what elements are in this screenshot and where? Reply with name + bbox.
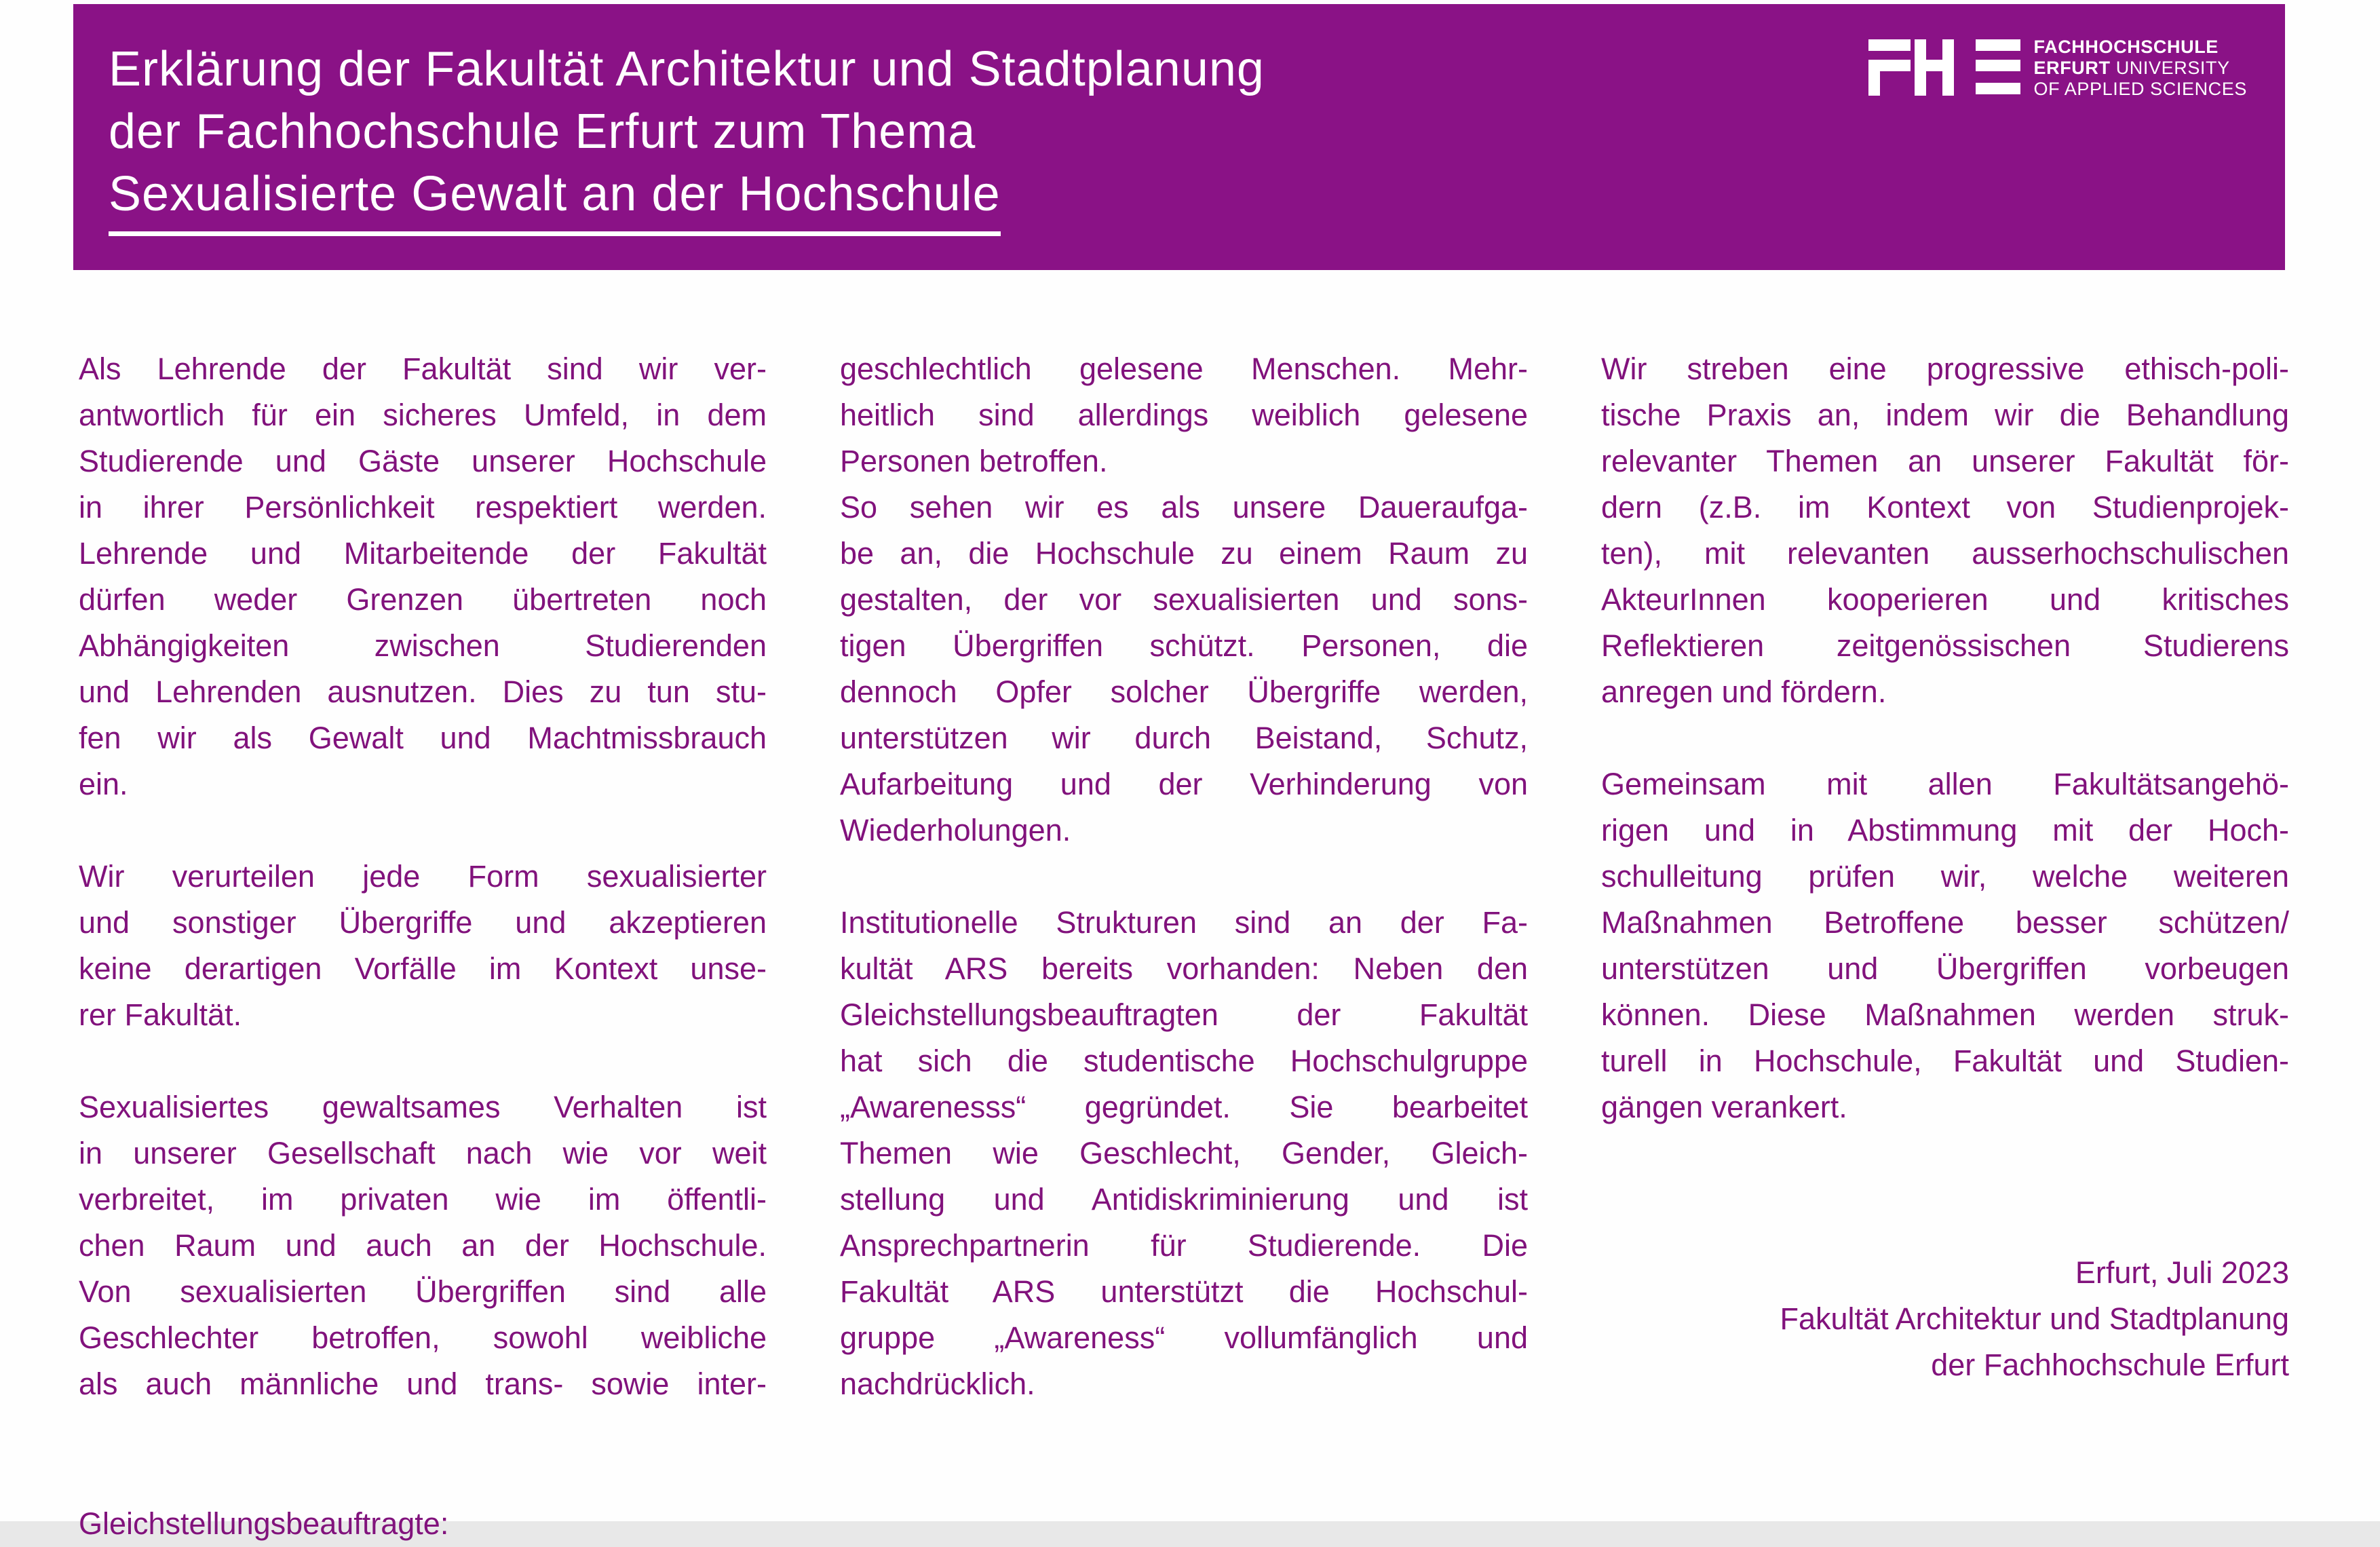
text-line: unterstützen wir durch Beistand, Schutz, <box>840 721 1528 755</box>
text-line: gängen verankert. <box>1601 1090 1847 1124</box>
signature-line: Erfurt, Juli 2023 <box>2075 1255 2289 1290</box>
text-line: heitlich sind allerdings weiblich gelesene <box>840 398 1528 432</box>
text-line: Maßnahmen Betroffene besser schützen/ <box>1601 905 2289 940</box>
text-line: dürfen weder Grenzen übertreten noch <box>79 582 767 617</box>
paragraph-gap <box>1601 715 2289 761</box>
text-line: Wir verurteilen jede Form sexualisierter <box>79 859 767 894</box>
paragraph <box>79 854 767 1038</box>
text-line: und sonstiger Übergriffe und akzeptieren <box>79 905 767 940</box>
text-line: hat sich die studentische Hochschulgruppe <box>840 1044 1528 1078</box>
text-line: Personen betroffen. <box>840 444 1108 478</box>
logo-bar <box>1976 39 2020 51</box>
logo-bar <box>1915 39 1926 96</box>
signature-line: Fakultät Architektur und Stadtplanung <box>1780 1301 2289 1336</box>
signature-line: der Fachhochschule Erfurt <box>1931 1348 2289 1382</box>
logo-text-line-1: FACHHOCHSCHULE <box>2033 37 2219 57</box>
text-line: relevanter Themen an unserer Fakultät för- <box>1601 444 2289 478</box>
logo-text-erfurt: ERFURT <box>2033 58 2111 78</box>
text-line: in ihrer Persönlichkeit respektiert werden. <box>79 490 767 524</box>
paragraph-gap <box>79 807 767 854</box>
text-line: turell in Hochschule, Fakultät und Studien- <box>1601 1044 2289 1078</box>
paragraph <box>840 484 1528 854</box>
text-line: Lehrende und Mitarbeitende der Fakultät <box>79 536 767 571</box>
paragraph <box>1601 346 2289 715</box>
text-line: Sexualisiertes gewaltsames Verhalten ist <box>79 1090 767 1124</box>
text-line: gruppe „Awareness“ vollumfänglich und <box>840 1320 1528 1355</box>
header-banner <box>73 4 2285 270</box>
text-line: tigen Übergriffen schützt. Personen, die <box>840 628 1528 663</box>
text-line: Von sexualisierten Übergriffen sind alle <box>79 1274 767 1309</box>
fhe-logo <box>1868 39 2248 100</box>
text-line: nachdrücklich. <box>840 1367 1035 1401</box>
paragraph-gap <box>79 1038 767 1084</box>
text-line: chen Raum und auch an der Hochschule. <box>79 1228 767 1263</box>
text-line: Themen wie Geschlecht, Gender, Gleich- <box>840 1136 1528 1170</box>
text-line: Wir streben eine progressive ethisch-poli- <box>1601 351 2289 386</box>
text-line: So sehen wir es als unsere Daueraufga- <box>840 490 1528 524</box>
text-line: und Lehrenden ausnutzen. Dies zu tun stu- <box>79 674 767 709</box>
equal-opportunity-officer-label: Gleichstellungsbeauftragte: <box>79 1506 449 1541</box>
text-line: be an, die Hochschule zu einem Raum zu <box>840 536 1528 571</box>
text-line: fen wir als Gewalt und Machtmissbrauch <box>79 721 767 755</box>
logo-bar <box>1926 60 1942 71</box>
text-line: Abhängigkeiten zwischen Studierenden <box>79 628 767 663</box>
text-line: antwortlich für ein sicheres Umfeld, in dem <box>79 398 767 432</box>
logo-bar <box>1868 39 1911 51</box>
text-line: unterstützen und Übergriffen vorbeugen <box>1601 951 2289 986</box>
fhe-logo-wordmark <box>2034 37 2248 100</box>
paragraph <box>79 1084 767 1407</box>
text-line: tische Praxis an, indem wir die Behandlung <box>1601 398 2289 432</box>
logo-text-university: UNIVERSITY <box>2115 58 2230 78</box>
title-line-1: Erklärung der Fakultät Architektur und Stadtplanung <box>109 42 1265 96</box>
text-line: als auch männliche und trans- sowie inter- <box>79 1367 767 1401</box>
text-line: rigen und in Abstimmung mit der Hoch- <box>1601 813 2289 847</box>
text-line: kultät ARS bereits vorhanden: Neben den <box>840 951 1528 986</box>
text-line: Als Lehrende der Fakultät sind wir ver- <box>79 351 767 386</box>
logo-bar <box>1868 60 1880 96</box>
paragraph <box>79 346 767 807</box>
paragraph <box>840 900 1528 1407</box>
text-line: keine derartigen Vorfälle im Kontext unse- <box>79 951 767 986</box>
logo-text-line-3: OF APPLIED SCIENCES <box>2033 79 2247 99</box>
text-line: Studierende und Gäste unserer Hochschule <box>79 444 767 478</box>
text-line: verbreitet, im privaten wie im öffentli- <box>79 1182 767 1217</box>
text-line: dern (z.B. im Kontext von Studienprojek- <box>1601 490 2289 524</box>
text-line: ten), mit relevanten ausserhochschulischen <box>1601 536 2289 571</box>
logo-bar <box>1976 60 2020 71</box>
text-line: anregen und fördern. <box>1601 674 1887 709</box>
text-line: AkteurInnen kooperieren und kritisches <box>1601 582 2289 617</box>
text-line: Gleichstellungsbeauftragten der Fakultät <box>840 997 1528 1032</box>
signature-block <box>1601 1250 2289 1388</box>
text-line: geschlechtlich gelesene Menschen. Mehr- <box>840 351 1528 386</box>
title-line-3-underlined <box>109 163 1265 236</box>
text-line: Geschlechter betroffen, sowohl weibliche <box>79 1320 767 1355</box>
logo-bar <box>1976 83 2020 94</box>
text-line: Wiederholungen. <box>840 813 1071 847</box>
text-line: dennoch Opfer solcher Übergriffe werden, <box>840 674 1528 709</box>
text-column-2 <box>840 346 1528 1407</box>
text-line: können. Diese Maßnahmen werden struk- <box>1601 997 2289 1032</box>
document-title <box>109 38 1265 236</box>
title-underlined-text: Sexualisierte Gewalt an der Hochschule <box>109 163 1001 236</box>
text-line: Aufarbeitung und der Verhinderung von <box>840 767 1528 801</box>
logo-text-line-2 <box>2034 58 2248 79</box>
text-line: Ansprechpartnerin für Studierende. Die <box>840 1228 1528 1263</box>
logo-bar <box>1942 39 1954 96</box>
text-line: gestalten, der vor sexualisierten und sons- <box>840 582 1528 617</box>
text-line: Fakultät ARS unterstützt die Hochschul- <box>840 1274 1528 1309</box>
text-line: Reflektieren zeitgenössischen Studierens <box>1601 628 2289 663</box>
text-line: „Awarenesss“ gegründet. Sie bearbeitet <box>840 1090 1528 1124</box>
text-line: in unserer Gesellschaft nach wie vor weit <box>79 1136 767 1170</box>
text-line: stellung und Antidiskriminierung und ist <box>840 1182 1528 1217</box>
text-line: rer Fakultät. <box>79 997 242 1032</box>
title-line-2: der Fachhochschule Erfurt zum Thema <box>109 104 976 159</box>
paragraph-gap <box>1601 1130 2289 1250</box>
text-line: Institutionelle Strukturen sind an der Fa- <box>840 905 1528 940</box>
text-line: schulleitung prüfen wir, welche weiteren <box>1601 859 2289 894</box>
paragraph <box>840 346 1528 484</box>
paragraph-gap <box>840 854 1528 900</box>
text-column-1 <box>79 346 767 1407</box>
paragraph <box>1601 761 2289 1130</box>
text-line: ein. <box>79 767 128 801</box>
text-column-3 <box>1601 346 2289 1388</box>
fhe-logo-letters-icon <box>1868 39 2020 96</box>
text-line: Gemeinsam mit allen Fakultätsangehö- <box>1601 767 2289 801</box>
